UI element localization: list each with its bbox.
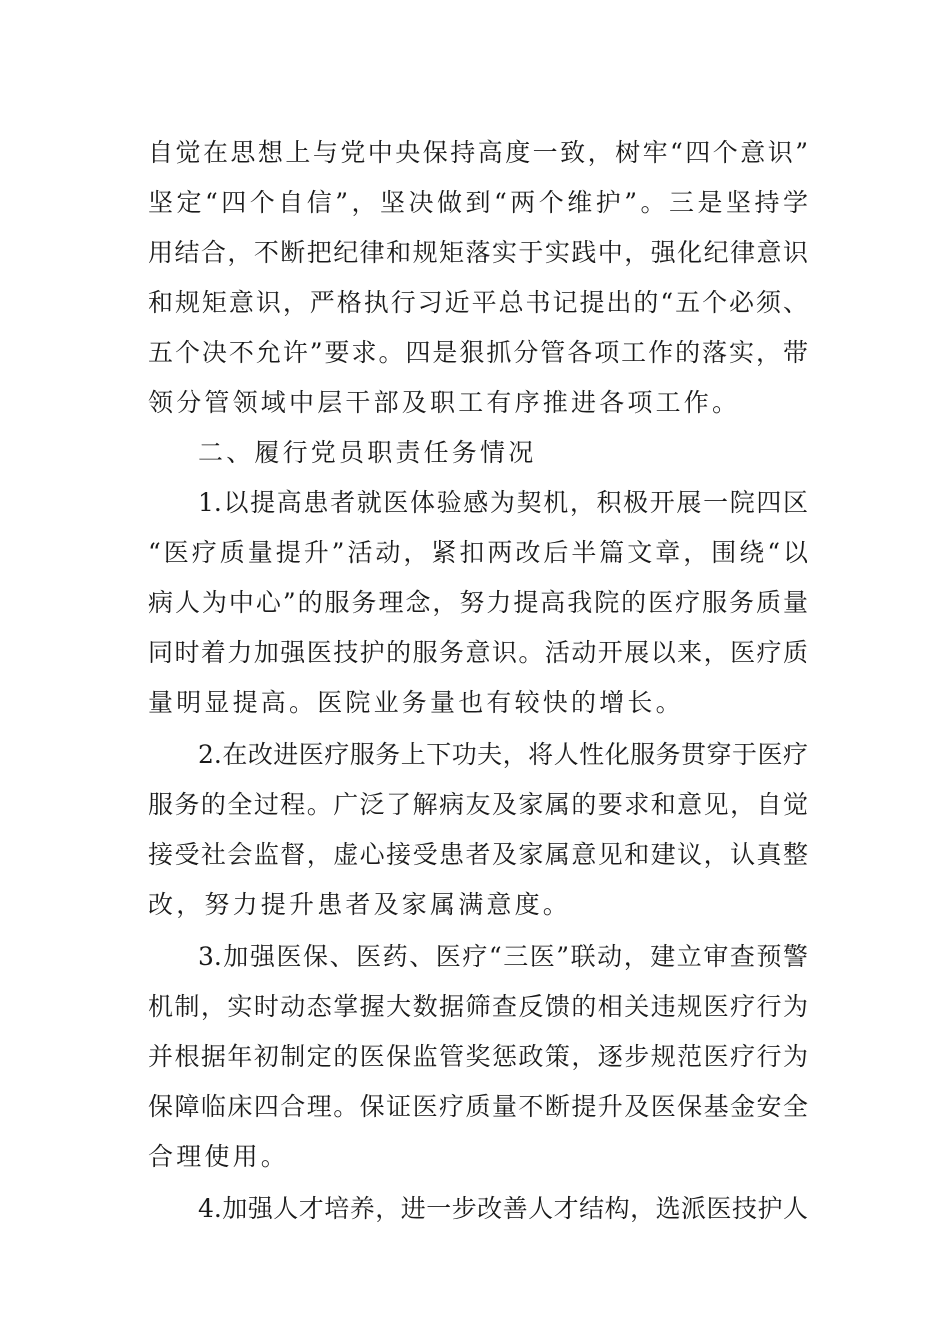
text-line: 保障临床四合理。保证医疗质量不断提升及医保基金安全 — [148, 1092, 808, 1121]
text-line: 接受社会监督，虚心接受患者及家属意见和建议，认真整 — [148, 840, 808, 869]
text-line: 改，努力提升患者及家属满意度。 — [148, 890, 572, 919]
text-line: 自觉在思想上与党中央保持高度一致，树牢“四个意识” — [148, 138, 808, 167]
text-line: 用结合，不断把纪律和规矩落实于实践中，强化纪律意识 — [148, 238, 808, 267]
text-line: 并根据年初制定的医保监管奖惩政策，逐步规范医疗行为 — [148, 1042, 808, 1071]
text-line: 量明显提高。医院业务量也有较快的增长。 — [148, 688, 684, 717]
text-line: 同时着力加强医技护的服务意识。活动开展以来，医疗质 — [148, 638, 808, 667]
text-line: 病人为中心”的服务理念，努力提高我院的医疗服务质量 — [148, 588, 808, 617]
text-line: 服务的全过程。广泛了解病友及家属的要求和意见，自觉 — [148, 790, 808, 819]
text-line: 合理使用。 — [148, 1142, 290, 1171]
paragraph-1-start: 1.以提高患者就医体验感为契机，积极开展一院四区 — [198, 488, 808, 517]
section-heading: 二、履行党员职责任务情况 — [198, 438, 537, 467]
text-line: “医疗质量提升”活动，紧扣两改后半篇文章，围绕“以 — [148, 538, 808, 567]
text-line: 领分管领域中层干部及职工有序推进各项工作。 — [148, 388, 741, 417]
text-line: 坚定“四个自信”，坚决做到“两个维护”。三是坚持学 — [148, 188, 808, 217]
document-page — [148, 128, 808, 1234]
text-line: 机制，实时动态掌握大数据筛查反馈的相关违规医疗行为 — [148, 992, 808, 1021]
paragraph-2-start: 2.在改进医疗服务上下功夫，将人性化服务贯穿于医疗 — [198, 740, 808, 769]
text-line: 五个决不允许”要求。四是狠抓分管各项工作的落实，带 — [148, 338, 808, 367]
paragraph-3-start: 3.加强医保、医药、医疗“三医”联动，建立审查预警 — [198, 942, 808, 971]
paragraph-4-start: 4.加强人才培养，进一步改善人才结构，选派医技护人 — [198, 1194, 808, 1223]
text-line: 和规矩意识，严格执行习近平总书记提出的“五个必须、 — [148, 288, 808, 317]
